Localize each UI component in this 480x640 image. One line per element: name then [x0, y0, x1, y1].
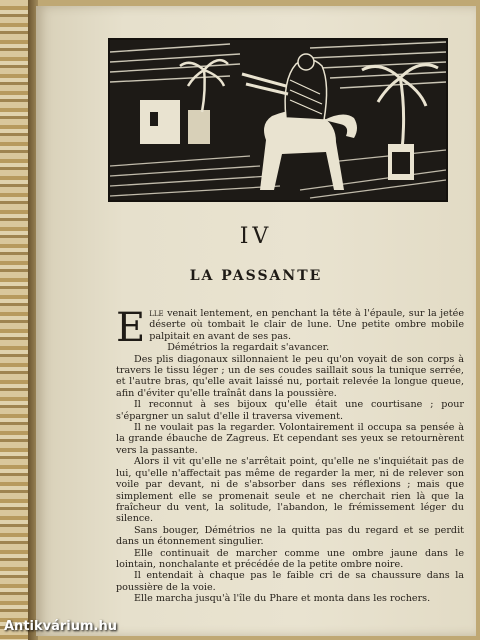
chapter-title: LA PASSANTE [189, 268, 323, 284]
woodcut-camel-scene [110, 40, 446, 200]
paragraph-3: Des plis diagonaux sillonnaient le peu qu'on voyait de son corps à travers le tissu léger ; un de ses coudes saillait sous la tunique serrée, et l'autre bras, qu'elle avait laissé nu, portait relevée la longue queue, afin d'éviter qu'elle traînât dans la poussière. [116, 353, 464, 399]
paragraph-8: Elle continuait de marcher comme une ombre jaune dans le lointain, nonchalante et précédée de la petite ombre noire. [116, 547, 464, 570]
paragraph-4: Il reconnut à ses bijoux qu'elle était une courtisane ; pour s'épargner un salut d'elle il traversa vivement. [116, 399, 464, 422]
watermark: Antikvárium.hu [4, 619, 117, 634]
chapter-body-text [116, 305, 464, 605]
drop-cap: E [116, 305, 146, 351]
paragraph-10: Elle marcha jusqu'à l'île du Phare et monta dans les rochers. [134, 593, 431, 605]
paragraph-5: Il ne voulait pas la regarder. Volontairement il occupa sa pensée à la grande ébauche de Zagreus. Et cependant ses yeux se retournèrent vers la passante. [116, 422, 464, 456]
paragraph-9: Il entendait à chaque pas le faible cri de sa chaussure dans la poussière de la voie. [116, 570, 464, 593]
first-word-smallcaps: lle [149, 308, 164, 319]
chapter-number: IV [239, 224, 273, 249]
paragraph-7: Sans bouger, Démétrios ne la quitta pas du regard et se perdit dans un étonnement singulier. [116, 524, 464, 548]
book-page-edges [0, 0, 30, 640]
book-page [36, 6, 476, 636]
woodcut-illustration [108, 38, 448, 202]
paragraph-6: Alors il vit qu'elle ne s'arrêtait point, qu'elle ne s'inquiétait pas de lui, qu'elle n'affectait pas même de regarder la mer, ni de relever son voile par devant, ni de s'absorber dans ses réflexions ; mais que simplement elle se promenait seule et ne cherchait rien là que la fraîcheur du vent, la solitude, l'abandon, le frémissement léger du silence. [116, 456, 464, 525]
paragraph-2: Démétrios la regardait s'avancer. [167, 342, 330, 354]
paragraph-1-rest: venait lentement, en penchant la tête à l'épaule, sur la jetée déserte où tombait le clair de lune. Une petite ombre mobile palpitait en avant de ses pas. [149, 308, 464, 342]
